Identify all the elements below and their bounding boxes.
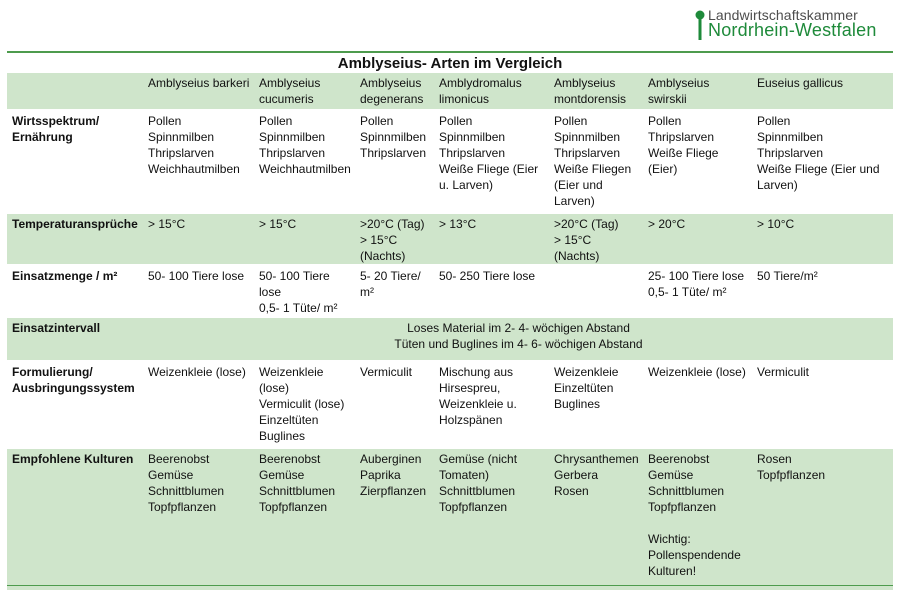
cell-line: Holzspänen bbox=[439, 413, 503, 427]
cell-line: 50- 100 Tiere bbox=[259, 269, 330, 283]
table-row bbox=[7, 213, 893, 265]
cell-line: Rosen bbox=[757, 452, 792, 466]
cell-line: Pollen bbox=[554, 114, 588, 128]
table-cell bbox=[643, 448, 752, 590]
table-cell bbox=[643, 265, 752, 317]
table-row bbox=[7, 448, 893, 590]
column-header bbox=[143, 73, 254, 110]
cell-line: Spinnmilben bbox=[259, 130, 326, 144]
cell-line: Vermiculit bbox=[757, 365, 810, 379]
merged-cell bbox=[143, 317, 893, 361]
cell-line: Rosen bbox=[554, 484, 589, 498]
bottom-divider bbox=[7, 585, 893, 586]
table-cell bbox=[643, 213, 752, 265]
cell-line: Topfpflanzen bbox=[148, 500, 217, 514]
cell-line: Pollen bbox=[148, 114, 182, 128]
row-label bbox=[7, 317, 143, 361]
cell-line: Gerbera bbox=[554, 468, 599, 482]
cell-line: Thripslarven bbox=[439, 146, 506, 160]
cell-line: Spinnmilben bbox=[757, 130, 824, 144]
cell-line: limonicus bbox=[439, 92, 490, 106]
cell-line: Larven) bbox=[757, 178, 798, 192]
cell-line: Loses Material im 2- 4- wöchigen Abstand bbox=[407, 321, 630, 335]
page-title: Amblyseius- Arten im Vergleich bbox=[337, 55, 563, 72]
cell-line: 0,5- 1 Tüte/ m² bbox=[648, 285, 727, 299]
cell-line: Thripslarven bbox=[648, 130, 715, 144]
cell-line: Thripslarven bbox=[360, 146, 427, 160]
cell-line: 50 Tiere/m² bbox=[757, 269, 818, 283]
cell-line: Thripslarven bbox=[148, 146, 215, 160]
cell-line: Vermiculit bbox=[360, 365, 413, 379]
cell-line: Spinnmilben bbox=[148, 130, 215, 144]
table-cell bbox=[254, 110, 355, 213]
row-label bbox=[7, 110, 143, 213]
cell-line: Weichhautmilben bbox=[148, 162, 240, 176]
table-cell bbox=[434, 110, 549, 213]
cell-line: 50- 100 Tiere lose bbox=[148, 269, 245, 283]
cell-line: Beerenobst bbox=[259, 452, 321, 466]
cell-line: Amblyseius bbox=[554, 76, 616, 90]
cell-line: Weiße Fliege bbox=[648, 146, 719, 160]
cell-line: Gemüse bbox=[259, 468, 305, 482]
cell-line: Gemüse bbox=[148, 468, 194, 482]
logo-line-1: Landwirtschaftskammer bbox=[708, 7, 858, 23]
cell-line: Mischung aus bbox=[439, 365, 514, 379]
cell-line: Amblyseius bbox=[259, 76, 321, 90]
cell-line: m² bbox=[360, 285, 374, 299]
cell-line: 5- 20 Tiere/ bbox=[360, 269, 421, 283]
cell-line: Amblyseius bbox=[360, 76, 422, 90]
cell-line: Weizenkleie bbox=[554, 365, 619, 379]
logo-sprout-icon bbox=[693, 10, 707, 40]
table-cell bbox=[254, 361, 355, 448]
cell-line: Thripslarven bbox=[259, 146, 326, 160]
cell-line: Thripslarven bbox=[554, 146, 621, 160]
table-cell bbox=[434, 361, 549, 448]
cell-line: Wirtsspektrum/ bbox=[12, 114, 100, 128]
cell-line: Tomaten) bbox=[439, 468, 490, 482]
cell-line: > 10°C bbox=[757, 217, 795, 231]
table-cell bbox=[254, 213, 355, 265]
table-cell bbox=[434, 265, 549, 317]
cell-line: > 15°C bbox=[360, 233, 398, 247]
cell-line: Beerenobst bbox=[648, 452, 710, 466]
cell-line: Weizenkleie u. bbox=[439, 397, 517, 411]
cell-line: Euseius gallicus bbox=[757, 76, 844, 90]
cell-line: Pollen bbox=[648, 114, 682, 128]
cell-line: Wichtig: bbox=[648, 532, 691, 546]
cell-line: > 15°C bbox=[259, 217, 297, 231]
cell-line: Pollen bbox=[360, 114, 394, 128]
cell-line: Buglines bbox=[259, 429, 306, 443]
cell-line: Formulierung/ bbox=[12, 365, 93, 379]
cell-line: > 15°C bbox=[148, 217, 186, 231]
table-cell bbox=[549, 265, 643, 317]
cell-line: Kulturen! bbox=[648, 564, 697, 578]
table-cell bbox=[355, 265, 434, 317]
logo-line-2: Nordrhein-Westfalen bbox=[708, 20, 877, 40]
cell-line: Tüten und Buglines im 4- 6- wöchigen Abstand bbox=[394, 337, 643, 351]
cell-line: (Eier und bbox=[554, 178, 603, 192]
cell-line: Weichhautmilben bbox=[259, 162, 351, 176]
cell-line: Amblyseius barkeri bbox=[148, 76, 250, 90]
table-cell bbox=[643, 110, 752, 213]
cell-line: Schnittblumen bbox=[259, 484, 336, 498]
column-header bbox=[434, 73, 549, 110]
table-cell bbox=[752, 213, 893, 265]
cell-line: Topfpflanzen bbox=[439, 500, 508, 514]
cell-line: (lose) bbox=[259, 381, 290, 395]
column-header bbox=[549, 73, 643, 110]
cell-line: montdorensis bbox=[554, 92, 627, 106]
cell-line: Chrysanthemen bbox=[554, 452, 639, 466]
cell-line: > 15°C bbox=[554, 233, 592, 247]
cell-line: swirskii bbox=[648, 92, 687, 106]
table-cell bbox=[549, 448, 643, 590]
cell-line: Weizenkleie (lose) bbox=[148, 365, 246, 379]
table-cell bbox=[355, 448, 434, 590]
cell-line: >20°C (Tag) bbox=[360, 217, 425, 231]
cell-line: Empfohlene Kulturen bbox=[12, 452, 134, 466]
cell-line: Pollenspendende bbox=[648, 548, 741, 562]
table-cell bbox=[143, 265, 254, 317]
table-cell bbox=[549, 110, 643, 213]
cell-line: Hirsespreu, bbox=[439, 381, 501, 395]
cell-line: Larven) bbox=[554, 194, 595, 208]
table-cell bbox=[355, 213, 434, 265]
cell-line: Ausbringungssystem bbox=[12, 381, 135, 395]
cell-line: >20°C (Tag) bbox=[554, 217, 619, 231]
header-corner bbox=[7, 73, 143, 110]
column-header bbox=[752, 73, 893, 110]
cell-line: Einzeltüten bbox=[259, 413, 319, 427]
cell-line: 25- 100 Tiere lose bbox=[648, 269, 745, 283]
table-cell bbox=[254, 265, 355, 317]
cell-line: Schnittblumen bbox=[148, 484, 225, 498]
cell-line: (Nachts) bbox=[360, 249, 406, 263]
table-cell bbox=[143, 361, 254, 448]
cell-line: Auberginen bbox=[360, 452, 422, 466]
cell-line: Buglines bbox=[554, 397, 601, 411]
cell-line: Weizenkleie bbox=[259, 365, 324, 379]
cell-line: lose bbox=[259, 285, 282, 299]
cell-line: Gemüse (nicht bbox=[439, 452, 518, 466]
table-row bbox=[7, 317, 893, 361]
row-label bbox=[7, 213, 143, 265]
cell-line: Amblyseius bbox=[648, 76, 710, 90]
cell-line: Spinnmilben bbox=[554, 130, 621, 144]
cell-line: Weiße Fliegen bbox=[554, 162, 632, 176]
cell-line bbox=[648, 515, 748, 531]
cell-line: degenerans bbox=[360, 92, 424, 106]
table-cell bbox=[434, 448, 549, 590]
cell-line: Paprika bbox=[360, 468, 401, 482]
cell-line: Zierpflanzen bbox=[360, 484, 427, 498]
table-cell bbox=[143, 448, 254, 590]
table-cell bbox=[434, 213, 549, 265]
cell-line: Temperaturansprüche bbox=[12, 217, 138, 231]
header-row bbox=[7, 73, 893, 110]
table-cell bbox=[549, 213, 643, 265]
cell-line: cucumeris bbox=[259, 92, 314, 106]
row-label bbox=[7, 265, 143, 317]
cell-line: Amblydromalus bbox=[439, 76, 522, 90]
cell-line: (Nachts) bbox=[554, 249, 600, 263]
cell-line: Gemüse bbox=[648, 468, 694, 482]
cell-line: Thripslarven bbox=[757, 146, 824, 160]
cell-line: Weiße Fliege (Eier bbox=[439, 162, 539, 176]
cell-line: Pollen bbox=[259, 114, 293, 128]
cell-line: Topfpflanzen bbox=[757, 468, 826, 482]
cell-line: > 20°C bbox=[648, 217, 686, 231]
cell-line: Pollen bbox=[757, 114, 791, 128]
cell-line: Einzeltüten bbox=[554, 381, 614, 395]
table-cell bbox=[643, 361, 752, 448]
cell-line: (Eier) bbox=[648, 162, 678, 176]
table-cell bbox=[143, 110, 254, 213]
cell-line: Einsatzintervall bbox=[12, 321, 101, 335]
table-cell bbox=[143, 213, 254, 265]
cell-line: Pollen bbox=[439, 114, 473, 128]
cell-line: Spinnmilben bbox=[360, 130, 427, 144]
column-header bbox=[643, 73, 752, 110]
column-header bbox=[355, 73, 434, 110]
cell-line: Beerenobst bbox=[148, 452, 210, 466]
cell-line: Einsatzmenge / m² bbox=[12, 269, 118, 283]
table-cell bbox=[355, 361, 434, 448]
chamber-logo bbox=[693, 6, 893, 40]
table-row bbox=[7, 361, 893, 448]
cell-line: Schnittblumen bbox=[439, 484, 516, 498]
table-row bbox=[7, 110, 893, 213]
table-cell bbox=[355, 110, 434, 213]
cell-line: 0,5- 1 Tüte/ m² bbox=[259, 301, 338, 315]
cell-line: Schnittblumen bbox=[648, 484, 725, 498]
row-label bbox=[7, 448, 143, 590]
table-cell bbox=[752, 361, 893, 448]
row-label bbox=[7, 361, 143, 448]
cell-line: Ernährung bbox=[12, 130, 73, 144]
comparison-table bbox=[7, 73, 893, 590]
cell-line: u. Larven) bbox=[439, 178, 494, 192]
table-row bbox=[7, 265, 893, 317]
table-cell bbox=[752, 110, 893, 213]
cell-line: Weiße Fliege (Eier und bbox=[757, 162, 880, 176]
cell-line: > 13°C bbox=[439, 217, 477, 231]
cell-line: Weizenkleie (lose) bbox=[648, 365, 746, 379]
cell-line: Topfpflanzen bbox=[648, 500, 717, 514]
cell-line: Topfpflanzen bbox=[259, 500, 328, 514]
table-cell bbox=[254, 448, 355, 590]
table-cell bbox=[752, 265, 893, 317]
top-divider bbox=[7, 51, 893, 53]
table-cell bbox=[752, 448, 893, 590]
cell-line: 50- 250 Tiere lose bbox=[439, 269, 536, 283]
cell-line: Vermiculit (lose) bbox=[259, 397, 345, 411]
column-header bbox=[254, 73, 355, 110]
cell-line: Spinnmilben bbox=[439, 130, 506, 144]
table-cell bbox=[549, 361, 643, 448]
